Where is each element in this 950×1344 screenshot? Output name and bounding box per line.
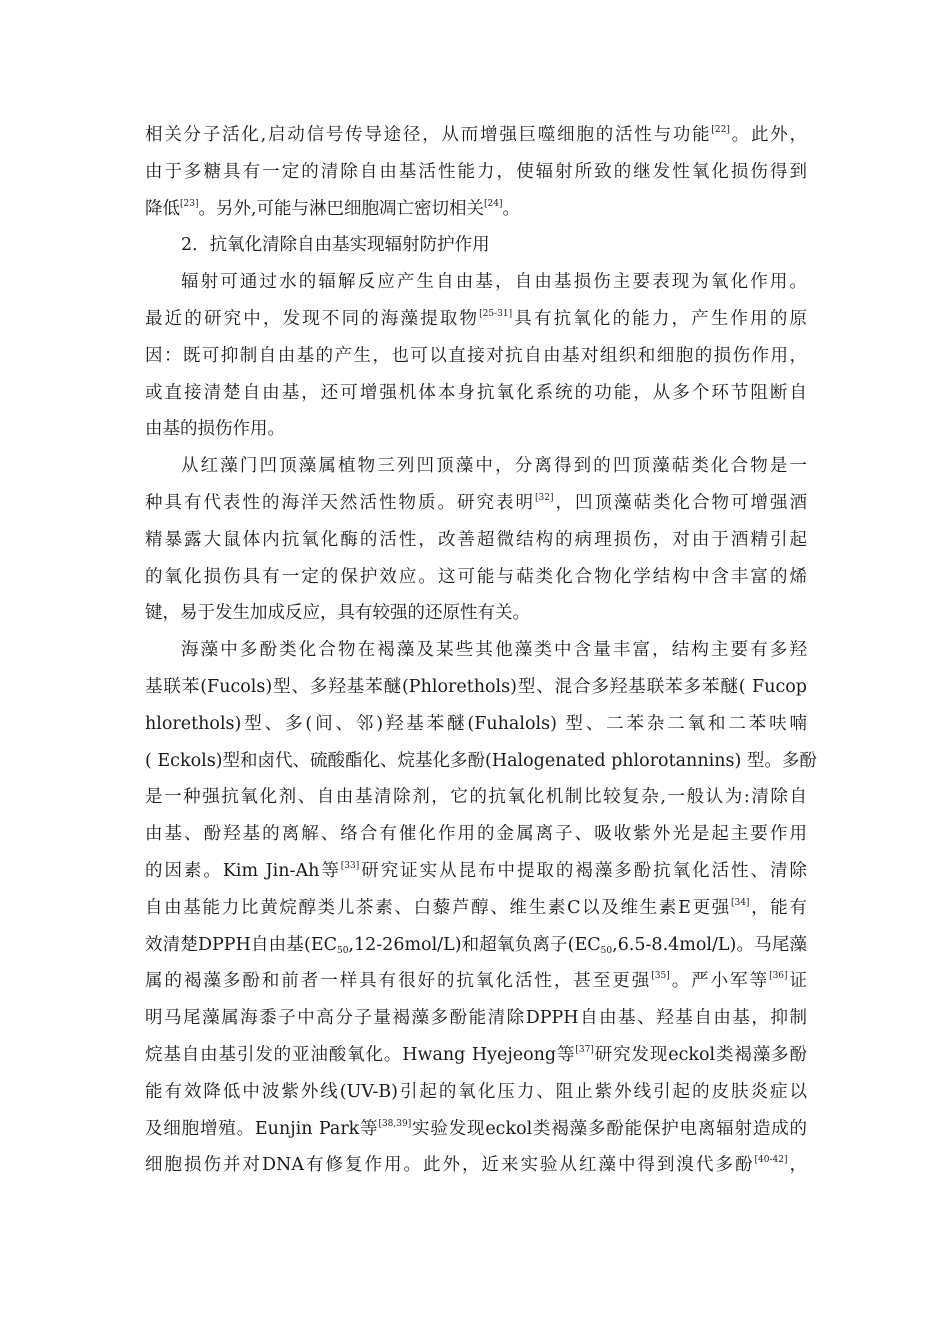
text-line bbox=[145, 927, 807, 964]
citation: [36] bbox=[769, 971, 788, 982]
text-line bbox=[145, 485, 807, 522]
text-line bbox=[145, 890, 807, 927]
text-run: 海藻中多酚类化合物在褐藻及某些其他藻类中含量丰富，结构主要有多羟 bbox=[181, 640, 807, 661]
text-run: ,12-26mol/L)和超氧负离子(EC bbox=[348, 934, 601, 955]
text-line bbox=[145, 1111, 807, 1148]
text-run: 具有抗氧化的能力，产生作用的原 bbox=[512, 308, 807, 329]
text-line bbox=[145, 191, 807, 228]
text-line bbox=[145, 1000, 807, 1037]
text-line bbox=[145, 1037, 807, 1074]
text-line bbox=[145, 1074, 807, 1111]
text-run: 基联苯(Fucols)型、多羟基苯醚(Phlorethols)型、混合多羟基联苯多苯醚( Fucop bbox=[145, 676, 807, 697]
text-run: 研究证实从昆布中提取的褐藻多酚抗氧化活性、清除 bbox=[359, 860, 807, 881]
text-line bbox=[145, 411, 807, 448]
text-run: ， bbox=[787, 1155, 808, 1176]
text-run: 效清楚DPPH自由基(EC bbox=[145, 934, 337, 955]
text-line bbox=[145, 632, 807, 669]
text-line bbox=[145, 779, 807, 816]
citation: [32] bbox=[535, 492, 554, 503]
text-run: 能有效降低中波紫外线(UV-B)引起的氧化压力、阻止紫外线引起的皮肤炎症以 bbox=[145, 1081, 807, 1102]
text-run: 或直接清楚自由基，还可增强机体本身抗氧化系统的功能，从多个环节阻断自 bbox=[145, 382, 807, 403]
text-run: 明马尾藻属海黍子中高分子量褐藻多酚能清除DPPH自由基、羟基自由基，抑制 bbox=[145, 1008, 807, 1029]
text-run: 。此外， bbox=[729, 125, 808, 145]
text-run: ，凹顶藻萜类化合物可增强酒 bbox=[553, 492, 808, 513]
text-run: 是一种强抗氧化剂、自由基清除剂，它的抗氧化机制比较复杂,一般认为:清除自 bbox=[145, 787, 807, 808]
text-run: 由于多糖具有一定的清除自由基活性能力，使辐射所致的继发性氧化损伤得到 bbox=[145, 161, 807, 182]
text-run: 精暴露大鼠体内抗氧化酶的活性，改善超微结构的病理损伤，对由于酒精引起 bbox=[145, 529, 807, 550]
text-run: 属的褐藻多酚和前者一样具有很好的抗氧化活性，甚至更强 bbox=[145, 971, 652, 992]
text-run: 烷基自由基引发的亚油酸氧化。Hwang Hyejeong等 bbox=[145, 1044, 576, 1065]
text-line bbox=[145, 559, 807, 596]
text-run: 降低 bbox=[145, 198, 180, 219]
text-run: 辐射可通过水的辐解反应产生自由基，自由基损伤主要表现为氧化作用。 bbox=[181, 272, 807, 293]
text-run: 由基、酚羟基的离解、络合有催化作用的金属离子、吸收紫外光是起主要作用 bbox=[145, 824, 807, 845]
text-line bbox=[145, 264, 807, 301]
text-line bbox=[145, 853, 807, 890]
text-line bbox=[145, 1147, 807, 1184]
citation: [25-31] bbox=[479, 308, 513, 319]
text-run: 相关分子活化,启动信号传导途径，从而增强巨噬细胞的活性与功能 bbox=[145, 125, 712, 145]
text-run: hlorethols)型、多(间、邻)羟基苯醚(Fuhalols) 型、二苯杂二氧和二苯呋喃 bbox=[145, 713, 807, 734]
citation: [35] bbox=[651, 971, 670, 982]
text-line bbox=[145, 154, 807, 191]
text-run: 证 bbox=[787, 971, 808, 992]
text-line bbox=[145, 669, 807, 706]
text-run: 从红藻门凹顶藻属植物三列凹顶藻中，分离得到的凹顶藻萜类化合物是一 bbox=[181, 456, 807, 477]
text-run: 种具有代表性的海洋天然活性物质。研究表明 bbox=[145, 492, 536, 513]
text-run: 键，易于发生加成反应，具有较强的还原性有关。 bbox=[145, 603, 530, 624]
text-run: 。严小军等 bbox=[669, 971, 770, 992]
citation: [34] bbox=[730, 897, 750, 908]
text-run: ( Eckols)型和卤代、硫酸酯化、烷基化多酚(Halogenated phlorotannins) 型。多酚 bbox=[145, 750, 817, 771]
text-run: 由基的损伤作用。 bbox=[145, 419, 285, 440]
text-run: 研究发现eckol类褐藻多酚 bbox=[593, 1044, 807, 1065]
text-line bbox=[145, 301, 807, 338]
text-run: 的氧化损伤具有一定的保护效应。这可能与萜类化合物化学结构中含丰富的烯 bbox=[145, 566, 807, 587]
citation: [24] bbox=[484, 198, 503, 209]
text-run: 实验发现eckol类褐藻多酚能保护电离辐射造成的 bbox=[411, 1118, 807, 1139]
text-run: 自由基能力比黄烷醇类儿茶素、白藜芦醇、维生素C以及维生素E更强 bbox=[145, 897, 731, 918]
text-run: ，能有 bbox=[749, 897, 807, 918]
text-line bbox=[145, 117, 807, 154]
text-line bbox=[145, 816, 807, 853]
text-line bbox=[145, 963, 807, 1000]
text-run: 最近的研究中，发现不同的海藻提取物 bbox=[145, 308, 480, 329]
text-run: 。 bbox=[502, 198, 521, 219]
text-line bbox=[145, 448, 807, 485]
text-run: 的因素。Kim Jin-Ah等 bbox=[145, 860, 341, 881]
text-line bbox=[145, 522, 807, 559]
text-line bbox=[145, 706, 807, 743]
text-run: 细胞损伤并对DNA有修复作用。此外，近来实验从红藻中得到溴代多酚 bbox=[145, 1155, 755, 1176]
text-run: 及细胞增殖。Eunjin Park等 bbox=[145, 1118, 379, 1139]
document-page bbox=[145, 117, 817, 1184]
text-run: 。另外,可能与淋巴细胞凋亡密切相关 bbox=[198, 198, 485, 219]
text-line bbox=[145, 375, 807, 412]
text-run: 因：既可抑制自由基的产生，也可以直接对抗自由基对组织和细胞的损伤作用， bbox=[145, 345, 807, 366]
subscript: 50 bbox=[600, 945, 613, 956]
section-heading bbox=[145, 227, 807, 264]
citation: [33] bbox=[340, 860, 360, 871]
citation: [38,39] bbox=[378, 1118, 412, 1129]
text-line bbox=[145, 338, 807, 375]
citation: [37] bbox=[575, 1044, 594, 1055]
subscript: 50 bbox=[336, 945, 349, 956]
text-run: ,6.5-8.4mol/L)。马尾藻 bbox=[612, 934, 807, 955]
text-line bbox=[145, 595, 807, 632]
heading-text: 2．抗氧化清除自由基实现辐射防护作用 bbox=[181, 235, 490, 256]
citation: [22] bbox=[711, 125, 730, 135]
text-line bbox=[145, 743, 817, 780]
citation: [23] bbox=[180, 198, 199, 209]
citation: [40-42] bbox=[754, 1155, 788, 1166]
